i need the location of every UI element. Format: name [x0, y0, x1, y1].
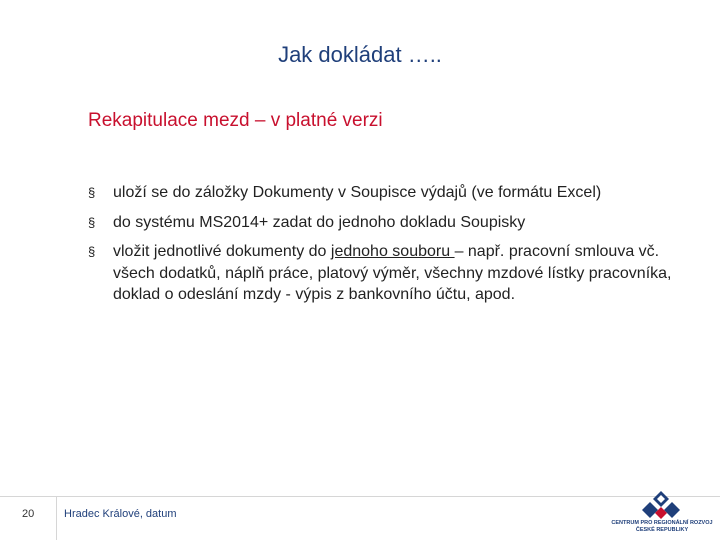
bullet-item-2 — [88, 212, 688, 234]
slide-subtitle: Rekapitulace mezd – v platné verzi — [88, 110, 383, 131]
footer-rule — [0, 496, 720, 497]
bullet-item-3 — [88, 241, 688, 306]
bullet-text: do systému MS2014+ zadat do jednoho dokladu Soupisky — [113, 213, 526, 231]
page-number: 20 — [22, 508, 35, 520]
bullet-symbol: § — [88, 214, 96, 230]
bullet-text-before: vložit jednotlivé dokumenty do — [113, 243, 331, 260]
slide-title: Jak dokládat ….. — [278, 42, 442, 67]
footer-divider — [56, 496, 57, 540]
logo-text — [606, 520, 718, 533]
crr-logo-icon — [638, 490, 684, 520]
bullet-text: uloží se do záložky Dokumenty v Soupisce výdajů (ve formátu Excel) — [113, 184, 602, 201]
bullet-item-1 — [88, 182, 688, 204]
footer-location: Hradec Králové, datum — [64, 508, 177, 520]
bullet-text-underlined: jednoho souboru — [330, 243, 455, 260]
bullet-text-after: – např. pracovní smlouva vč. všech dodatků, náplň práce, platový výměr, všechny mzdové lístky pracovníka, doklad o odeslání mzdy - výpis z bankovního účtu, apod. — [113, 243, 672, 303]
logo-text-line1: CENTRUM PRO REGIONÁLNÍ ROZVOJ — [611, 520, 713, 526]
logo-text-line2: ČESKÉ REPUBLIKY — [635, 526, 689, 533]
bullet-list — [88, 182, 688, 314]
bullet-symbol: § — [88, 185, 96, 200]
bullet-symbol: § — [88, 244, 96, 259]
